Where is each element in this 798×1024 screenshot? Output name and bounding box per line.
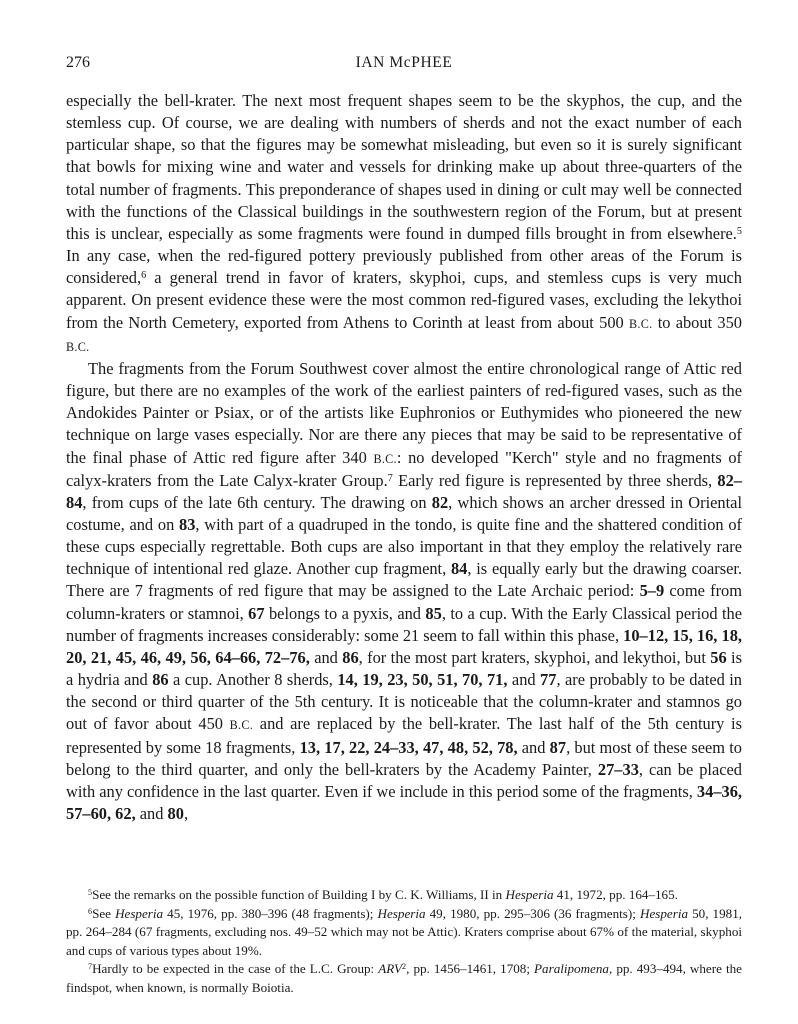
footnote-mark: 7 [88, 961, 93, 971]
running-header [66, 54, 742, 74]
footnote-5 [66, 886, 742, 905]
catalogue-number: 87 [549, 737, 567, 757]
text-run: , which shows an archer dressed in Oriental costume, and on [66, 492, 742, 534]
text-run: See [92, 905, 116, 921]
text-run: , from cups of the late 6th century. The drawing on [82, 492, 432, 512]
paragraph-1 [66, 90, 742, 358]
catalogue-number: 5–9 [639, 581, 665, 601]
text-run: , are probably to be dated in the second or third quarter of the 5th century. It is noticeable that the column-krater and stamnos go out of favor about 450 [66, 670, 742, 734]
text-run: especially the bell-krater. The next most frequent shapes seem to be the skyphos, the cup, and the stemless cup. Of course, we are dealing with numbers of sherds and not the exact number of each particular shape, so that the figures may be somewhat misleading, but even so it is surely significant that bowls for mixing wine and water and vessels for drinking make up about three-quarters of the total number of fragments. This preponderance of shapes used in dining or cult may well be connected with the functions of the Classical buildings in the southwestern region of the Forum, but at present this is unclear, especially as some fragments were found in dumped fills brought in from elsewhere. [66, 91, 742, 243]
journal-title: Hesperia [115, 905, 164, 921]
footnote-6 [66, 905, 742, 961]
text-run: to about 350 [652, 312, 742, 332]
journal-title: Hesperia [640, 905, 689, 921]
text-run: belongs to a pyxis, and [264, 603, 426, 623]
text-run: and [517, 737, 550, 757]
body-text [66, 90, 742, 825]
paragraph-2 [66, 358, 742, 825]
text-run: and are replaced by the bell-krater. The last half of the 5th century is represented by some 18 fragments, [66, 714, 742, 757]
footnote-7 [66, 960, 742, 997]
era-abbrev: B.C. [229, 718, 254, 733]
text-run: and [507, 670, 541, 690]
catalogue-number: 56 [710, 647, 727, 667]
catalogue-number: 14, 19, 23, 50, 51, 70, 71, [337, 670, 508, 690]
catalogue-number: 67 [248, 603, 265, 623]
journal-title: Hesperia [377, 905, 426, 921]
journal-title: ARV [378, 961, 403, 976]
text-run: 49, 1980, pp. 295–306 (36 fragments); [425, 905, 640, 921]
footnote-ref-6[interactable]: 6 [141, 270, 147, 282]
catalogue-number: 34–36, 57–60, 62, [66, 781, 742, 823]
catalogue-number: 10–12, 15, 16, 18, 20, 21, 45, 46, 49, 56, 64–66, 72–76, [66, 625, 742, 667]
running-head-author: IAN McPHEE [355, 54, 453, 71]
text-run: a cup. Another 8 sherds, [168, 670, 338, 690]
catalogue-number: 86 [342, 647, 359, 667]
text-run: : no developed "Kerch" style and no fragments of calyx-kraters from the Late Calyx-krater Group. [66, 447, 743, 490]
footnote-mark: 5 [88, 887, 93, 897]
footnote-mark: 6 [88, 906, 93, 916]
catalogue-number: 82–84 [66, 470, 742, 512]
catalogue-number: 84 [450, 559, 468, 579]
footnotes [66, 886, 742, 997]
text-run: and [135, 804, 168, 823]
text-run: 45, 1976, pp. 380–396 (48 fragments); [163, 905, 378, 921]
text-run: 50, 1981, pp. 264–284 (67 fragments, excluding nos. 49–52 which may not be Attic). Kraters comprise about 67% of the material, skyphoi and cups of various types about 19%. [66, 905, 743, 958]
text-run: a general trend in favor of kraters, skyphoi, cups, and stemless cups is very much apparent. On present evidence these were the most common red-figured vases, excluding the lekythoi from the North Cemetery, exported from Athens to Corinth at least from about 500 [66, 268, 742, 332]
text-run: See the remarks on the possible function of Building I by C. K. Williams, II in [92, 887, 506, 902]
footnote-ref-5[interactable]: 5 [736, 225, 742, 237]
text-run: , with part of a quadruped in the tondo, is quite fine and the shattered condition of these cups especially regrettable. Both cups are also important in that they employ the relatively rare technique of intentional red glaze. Another cup fragment, [66, 514, 742, 579]
catalogue-number: 83 [179, 514, 196, 534]
text-run: 41, 1972, pp. 164–165. [553, 887, 678, 902]
footnote-ref-7[interactable]: 7 [387, 472, 393, 484]
text-run: , pp. 493–494, where the findspot, when known, is normally Boiotia. [66, 961, 742, 995]
catalogue-number: 27–33 [597, 759, 639, 779]
catalogue-number: 13, 17, 22, 24–33, 47, 48, 52, 78, [299, 737, 518, 757]
text-run: , [183, 804, 189, 823]
text-run: , to a cup. With the Early Classical period the number of fragments increases considerably: some 21 seem to fall within this phase, [66, 603, 742, 645]
edition-superscript: 2 [402, 961, 407, 971]
catalogue-number: 82 [431, 492, 449, 512]
text-run: , but most of these seem to belong to the third quarter, and only the bell-kraters by the Academy Painter, [66, 737, 742, 779]
era-abbrev: B.C. [373, 451, 397, 466]
text-run: In any case, when the red-figured pottery previously published from other areas of the Forum is considered, [66, 246, 742, 288]
text-run: Hardly to be expected in the case of the L.C. Group: [92, 961, 379, 976]
era-abbrev: B.C. [66, 339, 90, 354]
text-run: is a hydria and [66, 647, 742, 690]
catalogue-number: 86 [152, 670, 169, 690]
text-run: , is equally early but the drawing coarser. There are 7 fragments of red figure that may be assigned to the Late Archaic period: [66, 559, 743, 601]
text-run: , pp. 1456–1461, 1708; [406, 961, 535, 976]
catalogue-number: 77 [540, 670, 557, 690]
journal-title: Hesperia [505, 887, 554, 902]
text-run: and [309, 647, 343, 667]
text-run: , can be placed with any confidence in the last quarter. Even if we include in this period some of the fragments, [66, 759, 742, 801]
text-run: The fragments from the Forum Southwest cover almost the entire chronological range of Attic red figure, but there are no examples of the work of the earliest painters of red-figured vases, such as the Andokides Painter or Psiax, or of the artists like Euphronios or Euthymides who pioneered the new technique on large vases especially. Nor are there any pieces that may be said to be representative of the final phase of Attic red figure after 340 [66, 358, 742, 467]
era-abbrev: B.C. [628, 316, 653, 331]
page-number: 276 [66, 54, 90, 71]
journal-title: Paralipomena [534, 961, 609, 976]
catalogue-number: 80 [167, 804, 184, 823]
text-run: , for the most part kraters, skyphoi, and lekythoi, but [358, 647, 711, 667]
text-run: come from column-kraters or stamnoi, [66, 581, 742, 623]
text-run: Early red figure is represented by three sherds, [392, 470, 718, 490]
catalogue-number: 85 [425, 603, 442, 623]
